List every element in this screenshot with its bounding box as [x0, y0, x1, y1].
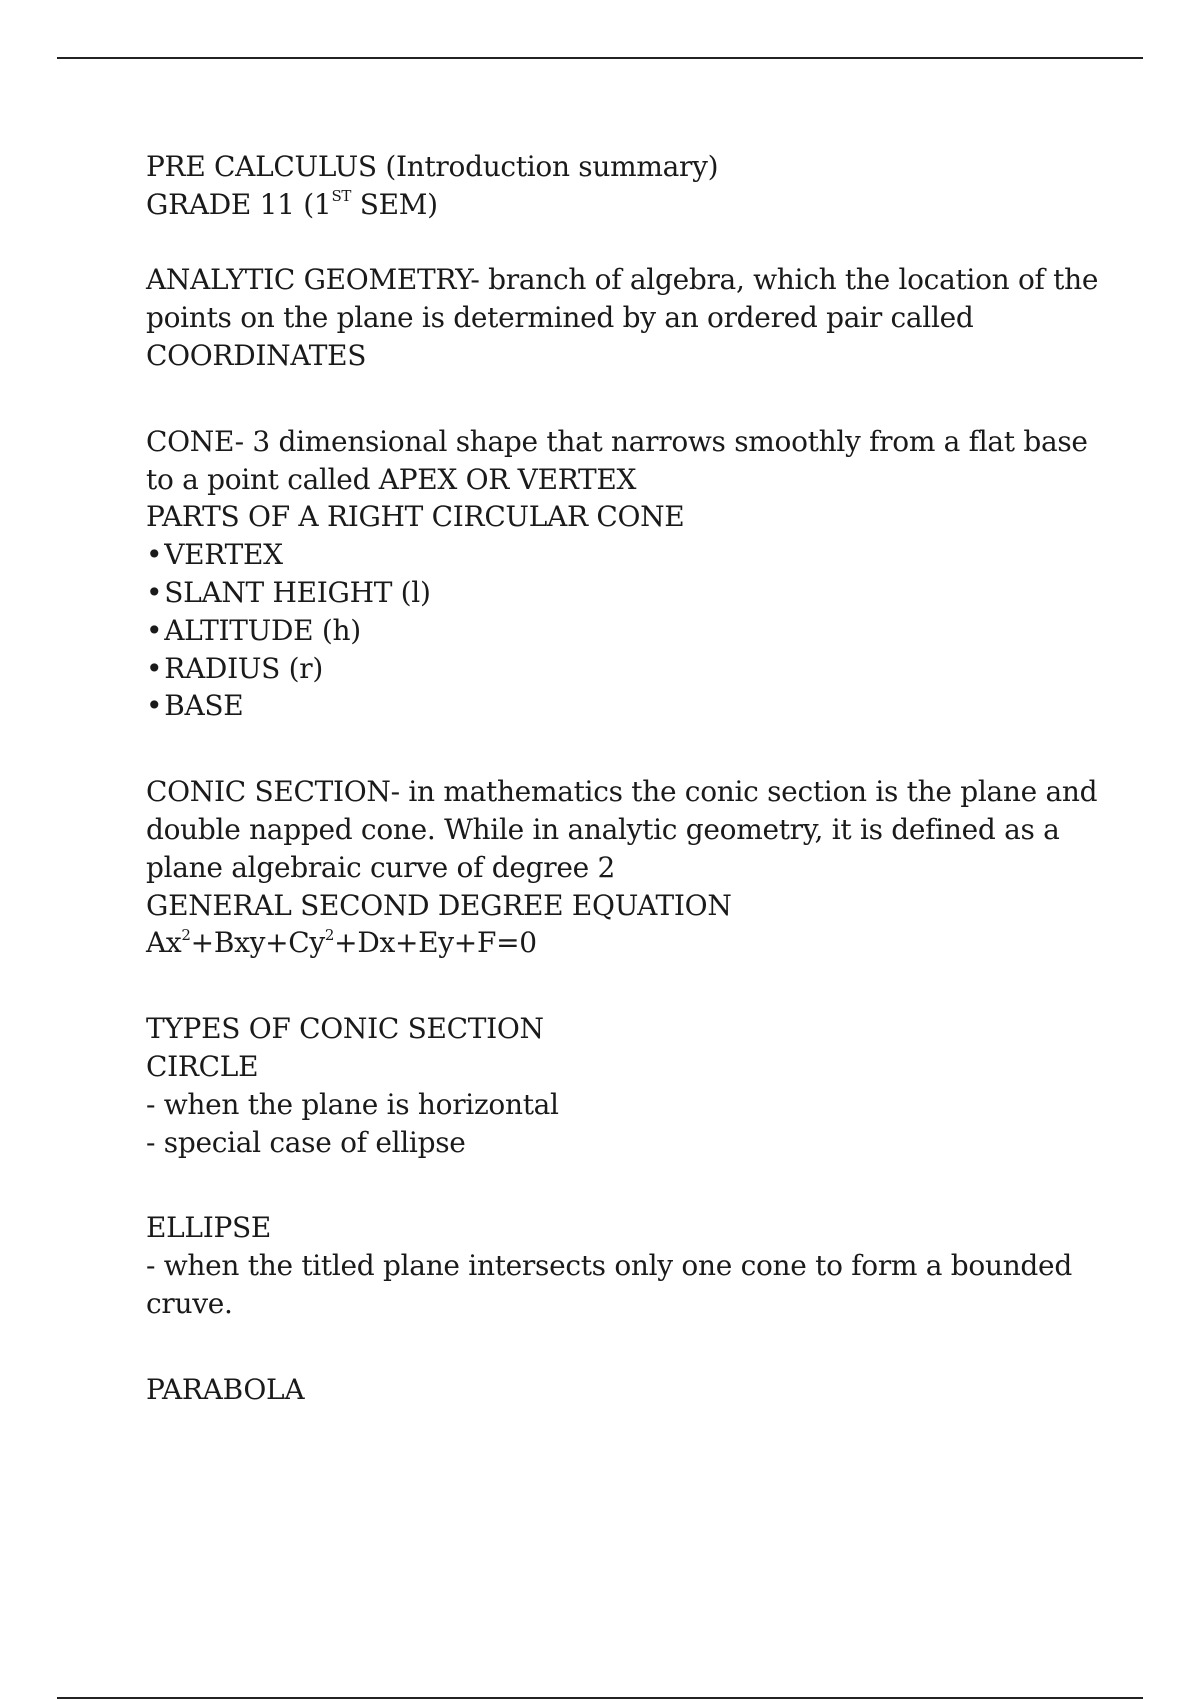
top-rule — [57, 57, 1143, 59]
cone-part-item — [146, 536, 1106, 574]
spacer — [146, 725, 1106, 773]
equation-heading: GENERAL SECOND DEGREE EQUATION — [146, 888, 732, 922]
spacer — [146, 962, 1106, 1010]
analytic-line-1: ANALYTIC GEOMETRY- branch of algebra, which the location of the — [146, 263, 1099, 297]
document-title: PRE CALCULUS (Introduction summary) — [146, 150, 719, 183]
bullet-icon: • — [146, 575, 163, 609]
bottom-rule — [57, 1697, 1143, 1699]
bullet-icon: • — [146, 651, 163, 685]
types-section — [146, 1010, 1106, 1408]
spacer — [146, 1323, 1106, 1371]
cone-part-item — [146, 650, 1106, 688]
cone-line-1: CONE- 3 dimensional shape that narrows smoothly from a flat base — [146, 424, 1088, 458]
circle-title: CIRCLE — [146, 1049, 259, 1083]
cone-section — [146, 423, 1106, 725]
analytic-line-2: points on the plane is determined by an ordered pair called — [146, 301, 974, 335]
conic-line-2: double napped cone. While in analytic geometry, it is defined as a — [146, 812, 1060, 846]
equation-part: +Bxy+Cy — [190, 926, 325, 960]
analytic-geometry-section — [146, 261, 1106, 374]
circle-point: - special case of ellipse — [146, 1125, 466, 1159]
bullet-icon: • — [146, 689, 163, 723]
conic-line-3: plane algebraic curve of degree 2 — [146, 850, 616, 884]
grade-suffix: SEM) — [351, 187, 438, 221]
ellipse-title: ELLIPSE — [146, 1211, 272, 1245]
grade-line — [146, 186, 1106, 224]
circle-point: - when the plane is horizontal — [146, 1087, 559, 1121]
spacer — [146, 224, 1106, 262]
cone-part-label: RADIUS (r) — [164, 651, 323, 685]
ellipse-point: - when the titled plane intersects only one cone to form a bounded — [146, 1249, 1072, 1283]
bullet-icon: • — [146, 613, 163, 647]
equation-exponent: 2 — [181, 926, 191, 945]
cone-part-item — [146, 687, 1106, 725]
bullet-icon: • — [146, 538, 163, 572]
conic-line-1: CONIC SECTION- in mathematics the conic section is the plane and — [146, 775, 1098, 809]
cone-part-label: VERTEX — [164, 538, 283, 572]
conic-section — [146, 773, 1106, 962]
grade-superscript: ST — [331, 187, 352, 206]
types-heading: TYPES OF CONIC SECTION — [146, 1012, 544, 1046]
equation-part: +Dx+Ey+F=0 — [334, 926, 537, 960]
spacer — [146, 375, 1106, 423]
equation-part: Ax — [146, 926, 182, 960]
ellipse-point: cruve. — [146, 1286, 233, 1320]
cone-part-label: SLANT HEIGHT (l) — [164, 575, 431, 609]
cone-parts-heading: PARTS OF A RIGHT CIRCULAR CONE — [146, 500, 685, 534]
cone-part-item — [146, 612, 1106, 650]
general-equation — [146, 924, 1106, 962]
equation-exponent: 2 — [324, 926, 335, 945]
parabola-title: PARABOLA — [146, 1372, 305, 1406]
cone-part-label: ALTITUDE (h) — [164, 613, 361, 647]
cone-line-2: to a point called APEX OR VERTEX — [146, 462, 637, 496]
analytic-line-3: COORDINATES — [146, 338, 367, 372]
grade-prefix: GRADE 11 (1 — [146, 187, 332, 221]
spacer — [146, 1161, 1106, 1209]
cone-part-label: BASE — [164, 689, 244, 723]
cone-part-item — [146, 574, 1106, 612]
document-body — [146, 148, 1106, 1409]
